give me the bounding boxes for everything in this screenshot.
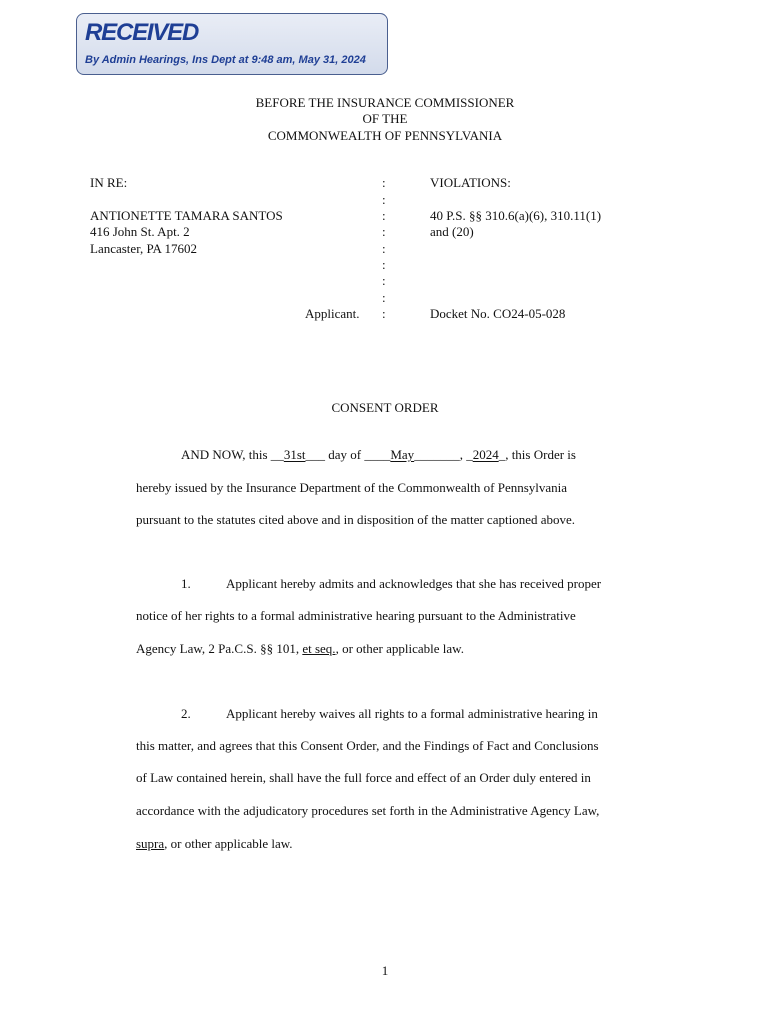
supra-citation: supra — [136, 836, 165, 851]
violations-citation-2: and (20) — [430, 224, 474, 239]
violations-citation-1: 40 P.S. §§ 310.6(a)(6), 310.11(1) — [430, 208, 602, 223]
para-1-line-1: Applicant hereby admits and acknowledges that she has received proper — [226, 576, 602, 591]
para-1-number: 1. — [181, 576, 191, 591]
caption-colon: : — [382, 208, 386, 223]
received-stamp — [76, 13, 388, 75]
caption-colon: : — [382, 224, 386, 239]
applicant-label: Applicant. — [305, 306, 360, 321]
order-intro-line-3: pursuant to the statutes cited above and in disposition of the matter captioned above. — [136, 512, 575, 527]
intro-text-a: AND NOW, this __ — [181, 447, 284, 462]
stamp-title: RECEIVED — [85, 19, 199, 46]
para-2-line-1: Applicant hereby waives all rights to a formal administrative hearing in — [226, 706, 598, 721]
order-title: CONSENT ORDER — [331, 400, 439, 415]
et-seq-citation: et seq. — [302, 641, 336, 656]
stamp-subtitle: By Admin Hearings, Ins Dept at 9:48 am, May 31, 2024 — [85, 54, 366, 66]
para-2-number: 2. — [181, 706, 191, 721]
para-2-line-5-tail: , or other applicable law. — [164, 836, 293, 851]
heading-line-1: BEFORE THE INSURANCE COMMISSIONER — [255, 95, 515, 110]
respondent-address-2: Lancaster, PA 17602 — [90, 241, 197, 256]
caption-colon: : — [382, 192, 386, 207]
respondent-address-1: 416 John St. Apt. 2 — [90, 224, 190, 239]
in-re-label: IN RE: — [90, 175, 128, 190]
respondent-name: ANTIONETTE TAMARA SANTOS — [90, 208, 283, 223]
intro-text-b: ___ day of ____ — [305, 447, 391, 462]
order-intro-line-2: hereby issued by the Insurance Department of the Commonwealth of Pennsylvania — [136, 480, 568, 495]
para-1-line-3-text: Agency Law, 2 Pa.C.S. §§ 101, — [136, 641, 303, 656]
intro-text-c: _______, _ — [414, 447, 473, 462]
month-value: May — [390, 447, 415, 462]
caption-colon: : — [382, 306, 386, 321]
para-1-line-2: notice of her rights to a formal administrative hearing pursuant to the Administrative — [136, 608, 576, 623]
docket-number: Docket No. CO24-05-028 — [430, 306, 566, 321]
caption-colon: : — [382, 175, 386, 190]
order-intro-line-1 — [181, 447, 576, 463]
caption-colon: : — [382, 273, 386, 288]
intro-text-d: _, this Order is — [498, 447, 576, 462]
para-2-line-3: of Law contained herein, shall have the full force and effect of an Order duly entered in — [136, 770, 591, 785]
para-2-line-5 — [136, 836, 293, 852]
caption-colon: : — [382, 241, 386, 256]
caption-colon: : — [382, 257, 386, 272]
heading-line-3: COMMONWEALTH OF PENNSYLVANIA — [267, 128, 503, 143]
heading-line-2: OF THE — [362, 111, 408, 126]
violations-label: VIOLATIONS: — [430, 175, 511, 190]
para-1-line-3-tail: , or other applicable law. — [335, 641, 464, 656]
para-2-line-2: this matter, and agrees that this Consent Order, and the Findings of Fact and Conclusions — [136, 738, 599, 753]
page-number: 1 — [381, 963, 389, 978]
day-value: 31st — [283, 447, 306, 462]
para-2-line-4: accordance with the adjudicatory procedures set forth in the Administrative Agency Law, — [136, 803, 600, 818]
para-1-line-3 — [136, 641, 464, 657]
year-value: 2024 — [472, 447, 499, 462]
caption-colon: : — [382, 290, 386, 305]
